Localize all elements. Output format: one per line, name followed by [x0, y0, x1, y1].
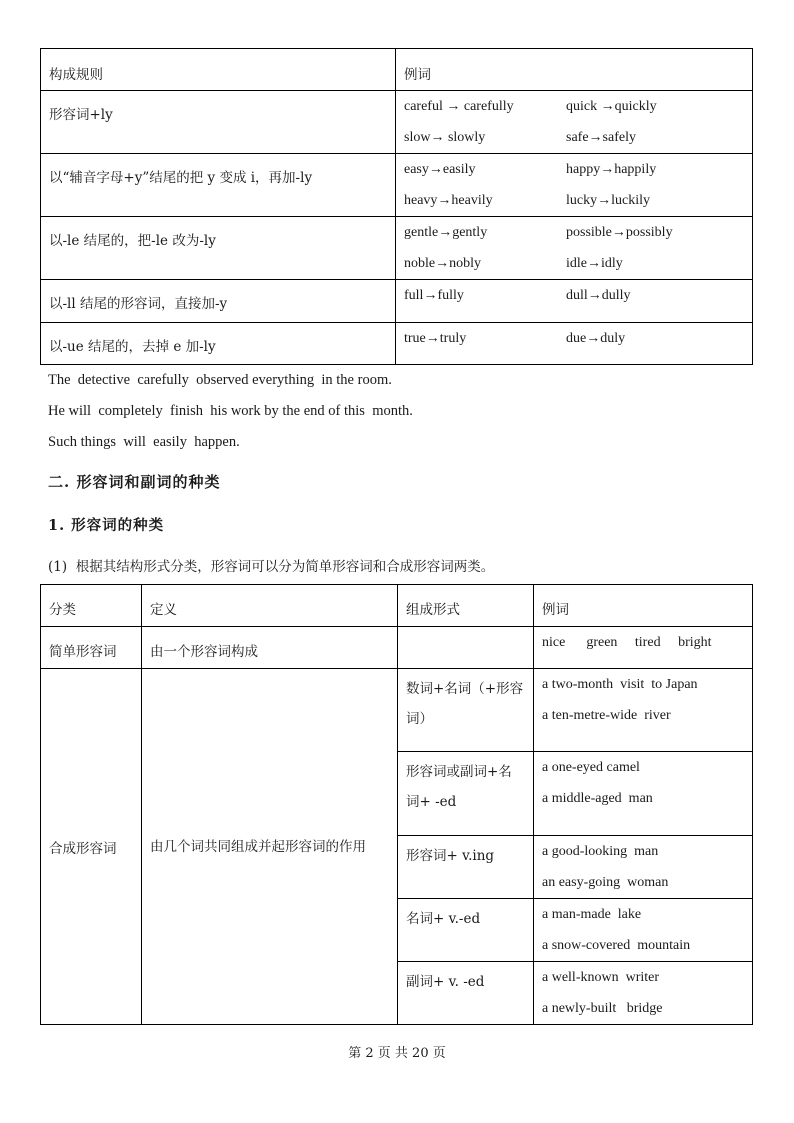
- subsection-heading: 1. 形容词的种类: [48, 517, 165, 534]
- table-cell-examples: nice green tired bright: [534, 627, 753, 669]
- example-line: true→truly due→duly: [404, 330, 626, 346]
- table-cell-definition: 由一个形容词构成: [142, 627, 398, 669]
- table-header-examples: 例词: [534, 585, 753, 627]
- table-cell-form: 形容词或副词+名词+ -ed: [398, 752, 534, 836]
- section-heading: 二. 形容词和副词的种类: [48, 473, 221, 491]
- table-cell-form: [398, 627, 534, 669]
- table-cell-rule: 以-le 结尾的，把-le 改为-ly: [41, 217, 396, 280]
- example-line: gentle→gently possible→possibly: [404, 224, 673, 240]
- table-cell-rule: 以-ue 结尾的，去掉 e 加-ly: [41, 323, 396, 365]
- example-sentence: Such things will easily happen.: [48, 434, 240, 450]
- example-line: heavy→heavily lucky→luckily: [404, 192, 650, 208]
- intro-paragraph: (1) 根据其结构形式分类，形容词可以分为简单形容词和合成形容词两类。: [48, 559, 495, 575]
- table-cell-examples: a man-made lake a snow-covered mountain: [534, 899, 753, 962]
- table-cell-definition: 由几个词共同组成并起形容词的作用: [142, 669, 398, 1025]
- table-header-category: 分类: [41, 585, 142, 627]
- table-cell-rule: 形容词+ly: [41, 91, 396, 154]
- table-cell-form: 副词+ v. -ed: [398, 962, 534, 1025]
- example-line: noble→nobly idle→idly: [404, 255, 623, 271]
- table-cell-rule: 以-ll 结尾的形容词，直接加-y: [41, 280, 396, 323]
- example-sentence: The detective carefully observed everything in the room.: [48, 372, 392, 388]
- table-cell-examples: a two-month visit to Japan a ten-metre-wide river: [534, 669, 753, 752]
- example-line: full→fully dull→dully: [404, 287, 631, 303]
- example-line: slow→ slowly safe→safely: [404, 129, 636, 145]
- table-cell-form: 名词+ v.-ed: [398, 899, 534, 962]
- example-line: careful → carefully quick →quickly: [404, 98, 657, 114]
- table-header-form: 组成形式: [398, 585, 534, 627]
- adjective-types-table: [40, 584, 753, 1025]
- table-cell-examples: [396, 217, 753, 280]
- table-cell-rule: 以“辅音字母+y”结尾的把 y 变成 i，再加-ly: [41, 154, 396, 217]
- example-line: easy→easily happy→happily: [404, 161, 657, 177]
- example-sentence: He will completely finish his work by the end of this month.: [48, 403, 413, 419]
- table-cell-examples: [396, 280, 753, 323]
- table-cell-examples: [396, 323, 753, 365]
- table-cell-examples: [396, 91, 753, 154]
- table-cell-category: 简单形容词: [41, 627, 142, 669]
- table-header-rule: 构成规则: [41, 49, 396, 91]
- table-cell-examples: a one-eyed camel a middle-aged man: [534, 752, 753, 836]
- table-header-examples: 例词: [396, 49, 753, 91]
- table-cell-form: 数词+名词（+形容词）: [398, 669, 534, 752]
- table-cell-category: 合成形容词: [41, 669, 142, 1025]
- table-cell-examples: a good-looking man an easy-going woman: [534, 836, 753, 899]
- table-header-definition: 定义: [142, 585, 398, 627]
- page-footer: 第 2 页 共 20 页: [348, 1046, 446, 1061]
- table-cell-examples: a well-known writer a newly-built bridge: [534, 962, 753, 1025]
- table-cell-examples: [396, 154, 753, 217]
- adverb-formation-table: [40, 48, 753, 365]
- table-cell-form: 形容词+ v.ing: [398, 836, 534, 899]
